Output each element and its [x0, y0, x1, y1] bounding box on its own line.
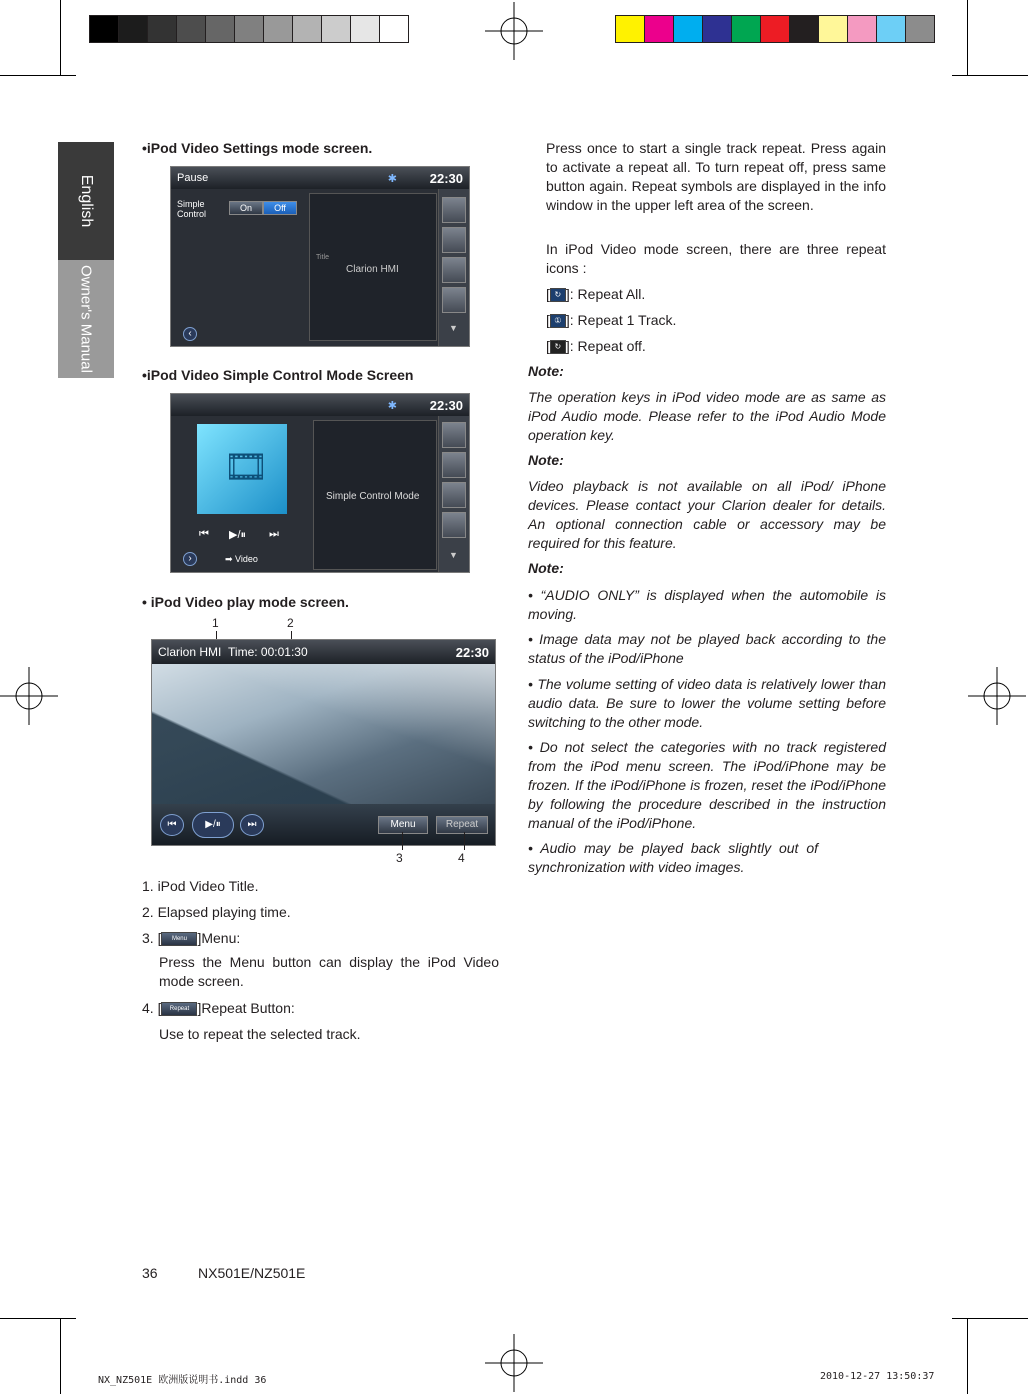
previous-track-icon[interactable]: ⏮	[199, 528, 209, 540]
calibration-swatch	[615, 15, 645, 43]
video-source-text: Video	[235, 554, 258, 564]
menu-button-icon: Menu	[161, 932, 197, 946]
side-tab-manual-text: Owner's Manual	[77, 265, 95, 373]
item-4-prefix: 4. [	[142, 1000, 162, 1016]
status-bar	[171, 394, 469, 416]
registration-mark-right	[968, 667, 1026, 725]
note-bullet-2: • Image data may not be played back according to the status of the iPod/iPhone	[528, 631, 886, 666]
note-1: The operation keys in iPod video mode are as same as iPod Audio mode. Please refer to the iPod Audio Mode operation key.	[528, 389, 886, 443]
callout-1: 1	[212, 616, 219, 630]
calibration-swatch	[350, 15, 380, 43]
calibration-swatch	[760, 15, 790, 43]
back-icon[interactable]: ‹	[183, 327, 197, 341]
item-2: 2. Elapsed playing time.	[142, 904, 291, 920]
center-text: Clarion HMI	[346, 264, 399, 275]
item-4-description: Use to repeat the selected track.	[159, 1026, 361, 1042]
tv-shows-icon[interactable]	[442, 482, 466, 508]
video-podcasts-icon[interactable]	[442, 512, 466, 538]
calibration-swatch	[147, 15, 177, 43]
repeat-all-line	[546, 285, 645, 304]
model-number: NX501E/NZ501E	[198, 1265, 306, 1281]
note-bullet-5: • Audio may be played back slightly out of synchronization with video images.	[528, 840, 818, 875]
repeat-off-icon: ↻	[550, 340, 566, 354]
info-panel	[309, 193, 437, 341]
calibration-swatch	[702, 15, 732, 43]
video-artwork	[197, 424, 287, 514]
video-podcasts-icon[interactable]	[442, 287, 466, 313]
movies-icon[interactable]	[442, 197, 466, 223]
registration-mark-left	[0, 667, 58, 725]
side-tab-language	[58, 142, 114, 260]
calibration-swatch	[789, 15, 819, 43]
calibration-swatch	[263, 15, 293, 43]
callout-3: 3	[396, 851, 403, 865]
bluetooth-icon: ✱	[387, 173, 397, 185]
movies-icon[interactable]	[442, 422, 466, 448]
status-text: Pause	[177, 172, 209, 184]
clock: 22:30	[429, 398, 463, 413]
simple-control-screenshot	[170, 393, 470, 573]
next-track-icon[interactable]: ⏭	[269, 528, 279, 540]
item-3-label: ]Menu:	[197, 930, 241, 946]
item-3-prefix: 3. [	[142, 930, 162, 946]
calibration-swatch	[321, 15, 351, 43]
video-title-text: Clarion HMI	[158, 645, 222, 659]
category-sidebar	[438, 416, 469, 572]
status-bar	[152, 640, 495, 664]
repeat-one-icon: ①	[550, 314, 566, 328]
off-button[interactable]: Off	[263, 201, 297, 215]
settings-mode-screenshot	[170, 166, 470, 347]
repeat-button-icon: Repeat	[161, 1002, 197, 1016]
item-4-label: ]Repeat Button:	[197, 1000, 295, 1016]
note-bullet-1: • “AUDIO ONLY” is displayed when the automobile is moving.	[528, 587, 886, 622]
bracket-open: [	[546, 312, 550, 328]
status-bar	[171, 167, 469, 189]
bracket-open: [	[546, 338, 550, 354]
slug-file: NX_NZ501E 欧洲版说明书.indd 36	[98, 1375, 267, 1386]
note-label-1: Note:	[528, 363, 564, 379]
registration-mark-top	[485, 2, 543, 60]
repeat-icons-intro: In iPod Video mode screen, there are three repeat icons :	[546, 241, 886, 276]
repeat-one-line	[546, 311, 676, 330]
clock: 22:30	[455, 645, 489, 660]
back-icon[interactable]: ›	[183, 552, 197, 566]
slug-timestamp: 2010-12-27 13:50:37	[820, 1371, 935, 1382]
repeat-all-icon: ↻	[550, 288, 566, 302]
bluetooth-icon: ✱	[387, 400, 397, 412]
item-1: 1. iPod Video Title.	[142, 878, 259, 894]
film-icon: 🎞	[223, 446, 269, 487]
side-tab-manual	[58, 260, 114, 378]
calibration-swatch	[847, 15, 877, 43]
bracket-open: [	[546, 286, 550, 302]
previous-track-button[interactable]: ⏮	[160, 814, 184, 836]
simple-control-text: Simple Control Mode	[326, 491, 420, 502]
music-video-icon[interactable]	[442, 227, 466, 253]
clock: 22:30	[429, 171, 463, 186]
video-title	[158, 645, 308, 659]
video-source-label: ➡ Video	[225, 554, 258, 564]
item-3-description: Press the Menu button can display the iPod Video mode screen.	[159, 954, 499, 989]
note-2: Video playback is not available on all iPod/ iPhone devices. Please contact your Clarion dealer for details. An optional connection cable or accessory may be required for this feature.	[528, 478, 886, 551]
play-pause-icon[interactable]: ▶/⏸	[229, 529, 247, 541]
calibration-swatch	[292, 15, 322, 43]
registration-mark-bottom	[485, 1334, 543, 1392]
elapsed-time: Time: 00:01:30	[228, 645, 308, 659]
note-label-2: Note:	[528, 452, 564, 468]
note-bullet-3: • The volume setting of video data is relatively lower than audio data. Be sure to lower the volume setting before switching to the other mode.	[528, 676, 886, 730]
play-mode-screenshot	[151, 639, 496, 846]
calibration-swatch	[818, 15, 848, 43]
simple-control-panel	[313, 420, 437, 570]
heading-simple-control: •iPod Video Simple Control Mode Screen	[142, 367, 414, 383]
heading-play-mode: • iPod Video play mode screen.	[142, 594, 349, 610]
note-bullet-4: • Do not select the categories with no track registered from the iPod menu screen. The iPod/iPhone may be frozen. If the iPod/iPhone is frozen, reset the iPod/iPhone by following the procedure described in the instruction manual of the iPod/iPhone.	[528, 739, 886, 831]
repeat-paragraph: Press once to start a single track repeat. Press again to activate a repeat all. To turn repeat off, press same button again. Repeat symbols are displayed in the info window in the upper left area of the screen.	[546, 140, 886, 213]
tv-shows-icon[interactable]	[442, 257, 466, 283]
scroll-down-icon[interactable]: ▼	[449, 550, 458, 560]
repeat-all-text: ]: Repeat All.	[565, 286, 646, 302]
control-bar	[152, 804, 496, 846]
note-label-3: Note:	[528, 560, 564, 576]
calibration-swatch	[731, 15, 761, 43]
side-tab-language-text: English	[78, 174, 95, 228]
title-label: Title	[316, 254, 329, 261]
repeat-button[interactable]: Repeat	[436, 816, 488, 834]
page-number: 36	[142, 1265, 158, 1281]
play-pause-button[interactable]: ▶/⏸	[192, 812, 234, 838]
calibration-swatch	[234, 15, 264, 43]
calibration-swatch	[89, 15, 119, 43]
calibration-swatch	[673, 15, 703, 43]
heading-settings-screen: •iPod Video Settings mode screen.	[142, 140, 373, 156]
callout-3-line	[402, 832, 403, 850]
item-3	[142, 929, 240, 948]
calibration-swatch	[876, 15, 906, 43]
repeat-off-line	[546, 337, 646, 356]
calibration-swatch	[205, 15, 235, 43]
callout-2: 2	[287, 616, 294, 630]
calibration-swatch	[176, 15, 206, 43]
menu-button[interactable]: Menu	[378, 816, 428, 834]
repeat-one-text: ]: Repeat 1 Track.	[565, 312, 677, 328]
scroll-down-icon[interactable]: ▼	[449, 323, 458, 333]
callout-4: 4	[458, 851, 465, 865]
calibration-swatch	[379, 15, 409, 43]
category-sidebar	[438, 189, 469, 346]
video-frame	[152, 664, 496, 804]
music-video-icon[interactable]	[442, 452, 466, 478]
simple-control-label: Simple Control	[177, 199, 207, 219]
calibration-swatch	[118, 15, 148, 43]
next-track-button[interactable]: ⏭	[240, 814, 264, 836]
on-button[interactable]: On	[229, 201, 263, 215]
callout-4-line	[464, 832, 465, 850]
calibration-swatch	[905, 15, 935, 43]
item-4	[142, 999, 295, 1018]
calibration-swatch	[644, 15, 674, 43]
repeat-off-text: ]: Repeat off.	[565, 338, 646, 354]
